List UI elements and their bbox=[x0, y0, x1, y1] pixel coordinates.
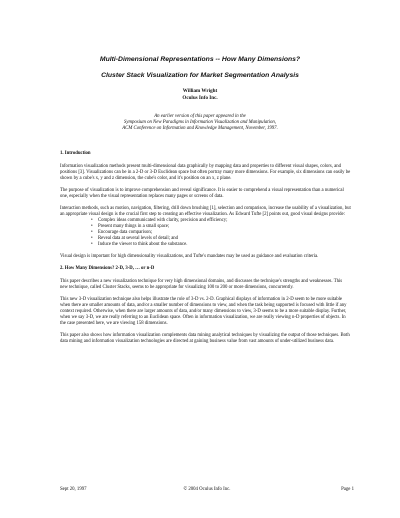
section-heading-dimensions: 2. How Many Dimensions? 2-D, 3-D, … or n-D bbox=[60, 266, 155, 272]
bullet-list bbox=[60, 218, 351, 248]
bullet-item: • Present many things in a small space; bbox=[98, 224, 351, 230]
author-name: William Wright bbox=[182, 88, 218, 94]
bullet-item: • Induce the viewer to think about the substance. bbox=[98, 242, 351, 248]
footer-page-number: Page 1 bbox=[341, 487, 354, 492]
publication-note-line: ACM Conference on Information and Knowledge Management, November, 1997. bbox=[122, 126, 278, 132]
paper-title-line1: Multi-Dimensional Representations -- How Many Dimensions? bbox=[99, 56, 301, 63]
bullet-item: • Encourage data comparison; bbox=[98, 230, 351, 236]
publication-note-line: An earlier version of this paper appeared in the bbox=[154, 114, 246, 119]
paragraph: The purpose of visualization is to improve comprehension and reveal significance. It is easier to comprehend a visual representation than a numerical one, especially when the visual representation replaces many pages or screens of data. bbox=[60, 187, 344, 199]
author-affiliation: Oculus Info Inc. bbox=[182, 95, 218, 101]
publication-note-line: Symposium on New Paradigms in Information Visualization and Manipulation, bbox=[124, 120, 276, 126]
publication-note bbox=[20, 114, 380, 133]
paragraph: This paper also shows how information visualization complements data mining analytical techniques by visualizing the output of those techniques. Both data mining and information visualization technologies are directed at gaining business value from vast amounts of under-utilized business data. bbox=[60, 333, 350, 345]
paragraph: Information visualization methods present multi-dimensional data graphically by mapping data and properties to different visual shapes, colors, and positions [3]. Visualizations can be in a 2-D or 3-D Euclidean space but often portray many more dimensions. For example, six dimensions can easily be shown by a cube's x, y and z dimension, the cube's color, and it's position on an x, z plane. bbox=[60, 163, 351, 181]
bullet-item: • Reveal data at several levels of detail; and bbox=[98, 236, 351, 242]
paragraph: Visual design is important for high dimensionality visualizations, and Tufte's mandates may be used as guidance and evaluation criteria. bbox=[60, 254, 319, 260]
footer-copyright: © 2004 Oculus Info Inc. bbox=[183, 487, 231, 492]
paragraph: This paper describes a new visualization technique for very high dimensional domains, and discusses the technique's strengths and weaknesses. This new technique, called Cluster Stacks, seems to be appropriate for visualizing 100 to 200 or more dimensions, concurrently. bbox=[60, 278, 343, 290]
bullet-item: • Complex ideas communicated with clarity, precision and efficiency; bbox=[98, 218, 351, 224]
author-block bbox=[20, 88, 380, 102]
paper-body bbox=[60, 151, 351, 351]
paper-title-line2: Cluster Stack Visualization for Market Segmentation Analysis bbox=[101, 72, 299, 79]
page-footer bbox=[60, 486, 354, 494]
section-heading-introduction: 1. Introduction bbox=[60, 151, 91, 156]
paragraph: This new 3-D visualization technique also helps illustrate the role of 3-D vs. 2-D. Graphical displays of information in 2-D seem to be more suitable when there are smaller amounts of data, and/or a smaller number of dimensions to view, and when the task being supported is focused with little if any context required. Otherwise, when there are larger amounts of data, and/or many dimensions to view, 3-D seems to be a more suitable display. Further, when we say 3-D, we are really referring to an Euclidean space. Often in information visualization, we are really viewing n-D properties of objects. In the case presented here, we are viewing 158 dimensions. bbox=[60, 296, 347, 326]
paragraph: Interaction methods, such as motion, navigation, filtering, drill down brushing [1], selection and comparison, increase the usability of a visualization, but an appropriate visual design is the crucial first step to creating an effective visualization. As Edward Tufte [2] points out, good visual designs provide: bbox=[60, 205, 351, 217]
footer-date: Sept 20, 1997 bbox=[60, 487, 87, 492]
